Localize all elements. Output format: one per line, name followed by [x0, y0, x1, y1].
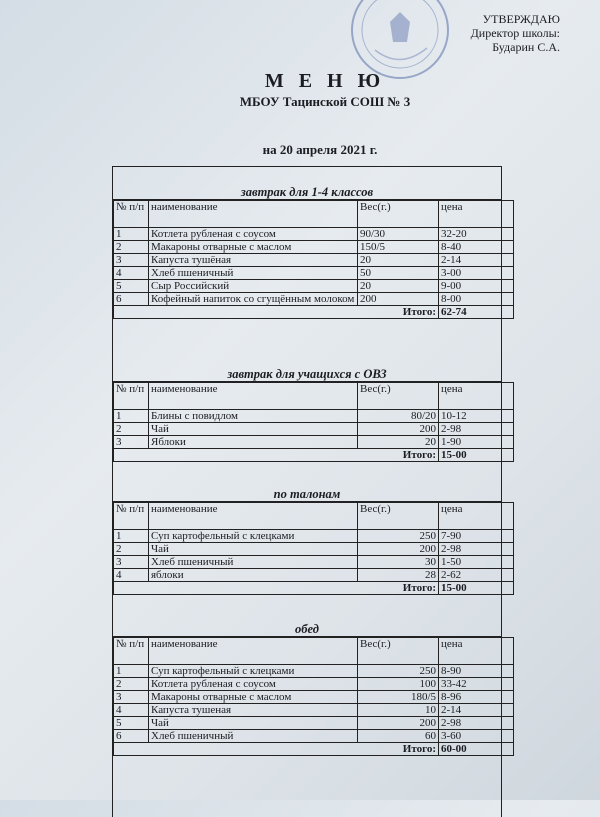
- table-row: [114, 280, 514, 293]
- row-weight: 30: [358, 556, 439, 569]
- row-name: Суп картофельный с клецками: [149, 530, 358, 543]
- table-header-row: [114, 201, 514, 228]
- row-weight: 250: [358, 530, 439, 543]
- approval-signatory: Бударин С.А.: [492, 40, 560, 54]
- approval-title: УТВЕРЖДАЮ: [482, 12, 560, 26]
- col-header-weight: Вес(г.): [358, 383, 439, 410]
- table-row: [114, 569, 514, 582]
- row-weight: 200: [358, 423, 439, 436]
- total-row: [114, 582, 514, 595]
- row-name: Хлеб пшеничный: [149, 730, 358, 743]
- row-num: 6: [114, 730, 149, 743]
- col-header-num: № п/п: [114, 201, 149, 228]
- menu-table-lunch: [113, 637, 514, 756]
- row-num: 1: [114, 410, 149, 423]
- row-price: 2-98: [439, 423, 514, 436]
- row-price: 8-96: [439, 691, 514, 704]
- col-header-price: цена: [439, 638, 514, 665]
- row-name: Суп картофельный с клецками: [149, 665, 358, 678]
- row-name: Макароны отварные с маслом: [149, 241, 358, 254]
- total-value: 60-00: [439, 743, 514, 756]
- row-name: Котлета рубленая с соусом: [149, 228, 358, 241]
- total-row: [114, 306, 514, 319]
- table-row: [114, 423, 514, 436]
- col-header-price: цена: [439, 201, 514, 228]
- row-num: 4: [114, 569, 149, 582]
- section-title-vouchers: по талонам: [113, 487, 501, 502]
- table-row: [114, 228, 514, 241]
- col-header-name: наименование: [149, 638, 358, 665]
- row-name: Кофейный напиток со сгущённым молоком: [149, 293, 358, 306]
- row-price: 3-60: [439, 730, 514, 743]
- table-row: [114, 691, 514, 704]
- menu-document: [112, 166, 502, 817]
- row-weight: 20: [358, 254, 439, 267]
- row-num: 1: [114, 228, 149, 241]
- total-row: [114, 449, 514, 462]
- row-name: Хлеб пшеничный: [149, 267, 358, 280]
- row-num: 3: [114, 691, 149, 704]
- table-row: [114, 730, 514, 743]
- row-name: Чай: [149, 423, 358, 436]
- row-name: Капуста тушёная: [149, 254, 358, 267]
- row-price: 7-90: [439, 530, 514, 543]
- row-price: 8-00: [439, 293, 514, 306]
- col-header-price: цена: [439, 503, 514, 530]
- row-name: Капуста тушеная: [149, 704, 358, 717]
- table-row: [114, 436, 514, 449]
- table-header-row: [114, 503, 514, 530]
- row-weight: 50: [358, 267, 439, 280]
- row-weight: 200: [358, 717, 439, 730]
- table-row: [114, 665, 514, 678]
- row-price: 2-98: [439, 543, 514, 556]
- approval-block: [471, 12, 560, 54]
- total-label: Итого:: [114, 582, 439, 595]
- row-price: 9-00: [439, 280, 514, 293]
- table-row: [114, 704, 514, 717]
- row-weight: 180/5: [358, 691, 439, 704]
- row-name: Блины с повидлом: [149, 410, 358, 423]
- row-num: 1: [114, 530, 149, 543]
- total-value: 15-00: [439, 449, 514, 462]
- row-name: яблоки: [149, 569, 358, 582]
- col-header-weight: Вес(г.): [358, 503, 439, 530]
- row-num: 3: [114, 436, 149, 449]
- menu-table-vouchers: [113, 502, 514, 595]
- row-num: 1: [114, 665, 149, 678]
- row-weight: 250: [358, 665, 439, 678]
- table-row: [114, 543, 514, 556]
- row-num: 3: [114, 556, 149, 569]
- col-header-name: наименование: [149, 201, 358, 228]
- row-num: 3: [114, 254, 149, 267]
- row-weight: 90/30: [358, 228, 439, 241]
- row-name: Чай: [149, 717, 358, 730]
- row-num: 6: [114, 293, 149, 306]
- row-weight: 80/20: [358, 410, 439, 423]
- table-row: [114, 254, 514, 267]
- row-price: 2-14: [439, 254, 514, 267]
- table-row: [114, 717, 514, 730]
- col-header-price: цена: [439, 383, 514, 410]
- section-title-lunch: обед: [113, 622, 501, 637]
- total-label: Итого:: [114, 743, 439, 756]
- row-name: Яблоки: [149, 436, 358, 449]
- total-label: Итого:: [114, 449, 439, 462]
- row-weight: 20: [358, 436, 439, 449]
- row-price: 10-12: [439, 410, 514, 423]
- menu-table-breakfast-1-4: [113, 200, 514, 319]
- school-name: МБОУ Тацинской СОШ № 3: [239, 94, 411, 109]
- col-header-weight: Вес(г.): [358, 201, 439, 228]
- row-name: Хлеб пшеничный: [149, 556, 358, 569]
- row-weight: 28: [358, 569, 439, 582]
- row-num: 5: [114, 280, 149, 293]
- total-label: Итого:: [114, 306, 439, 319]
- row-price: 2-14: [439, 704, 514, 717]
- row-weight: 200: [358, 293, 439, 306]
- row-num: 5: [114, 717, 149, 730]
- section-title-breakfast-ovz: завтрак для учащихся с ОВЗ: [113, 367, 501, 382]
- row-price: 1-90: [439, 436, 514, 449]
- table-row: [114, 556, 514, 569]
- table-row: [114, 530, 514, 543]
- col-header-num: № п/п: [114, 383, 149, 410]
- page-title: М Е Н Ю: [264, 70, 386, 92]
- table-row: [114, 241, 514, 254]
- row-num: 4: [114, 267, 149, 280]
- approval-position: Директор школы:: [470, 26, 560, 40]
- table-row: [114, 678, 514, 691]
- row-name: Макароны отварные с маслом: [149, 691, 358, 704]
- table-row: [114, 267, 514, 280]
- row-price: 2-98: [439, 717, 514, 730]
- row-name: Сыр Российский: [149, 280, 358, 293]
- row-weight: 100: [358, 678, 439, 691]
- col-header-num: № п/п: [114, 503, 149, 530]
- row-price: 1-50: [439, 556, 514, 569]
- table-header-row: [114, 638, 514, 665]
- row-name: Котлета рубленая с соусом: [149, 678, 358, 691]
- menu-table-breakfast-ovz: [113, 382, 514, 462]
- row-num: 2: [114, 423, 149, 436]
- row-price: 8-90: [439, 665, 514, 678]
- row-weight: 10: [358, 704, 439, 717]
- row-price: 3-00: [439, 267, 514, 280]
- row-weight: 150/5: [358, 241, 439, 254]
- table-header-row: [114, 383, 514, 410]
- row-name: Чай: [149, 543, 358, 556]
- row-price: 32-20: [439, 228, 514, 241]
- row-num: 2: [114, 678, 149, 691]
- total-row: [114, 743, 514, 756]
- table-row: [114, 410, 514, 423]
- row-price: 8-40: [439, 241, 514, 254]
- col-header-weight: Вес(г.): [358, 638, 439, 665]
- row-price: 33-42: [439, 678, 514, 691]
- table-row: [114, 293, 514, 306]
- total-value: 15-00: [439, 582, 514, 595]
- menu-date: на 20 апреля 2021 г.: [262, 142, 378, 157]
- row-weight: 200: [358, 543, 439, 556]
- col-header-name: наименование: [149, 383, 358, 410]
- row-num: 4: [114, 704, 149, 717]
- total-value: 62-74: [439, 306, 514, 319]
- row-num: 2: [114, 543, 149, 556]
- section-title-breakfast-1-4: завтрак для 1-4 классов: [113, 185, 501, 200]
- col-header-num: № п/п: [114, 638, 149, 665]
- col-header-name: наименование: [149, 503, 358, 530]
- row-price: 2-62: [439, 569, 514, 582]
- row-weight: 20: [358, 280, 439, 293]
- row-num: 2: [114, 241, 149, 254]
- row-weight: 60: [358, 730, 439, 743]
